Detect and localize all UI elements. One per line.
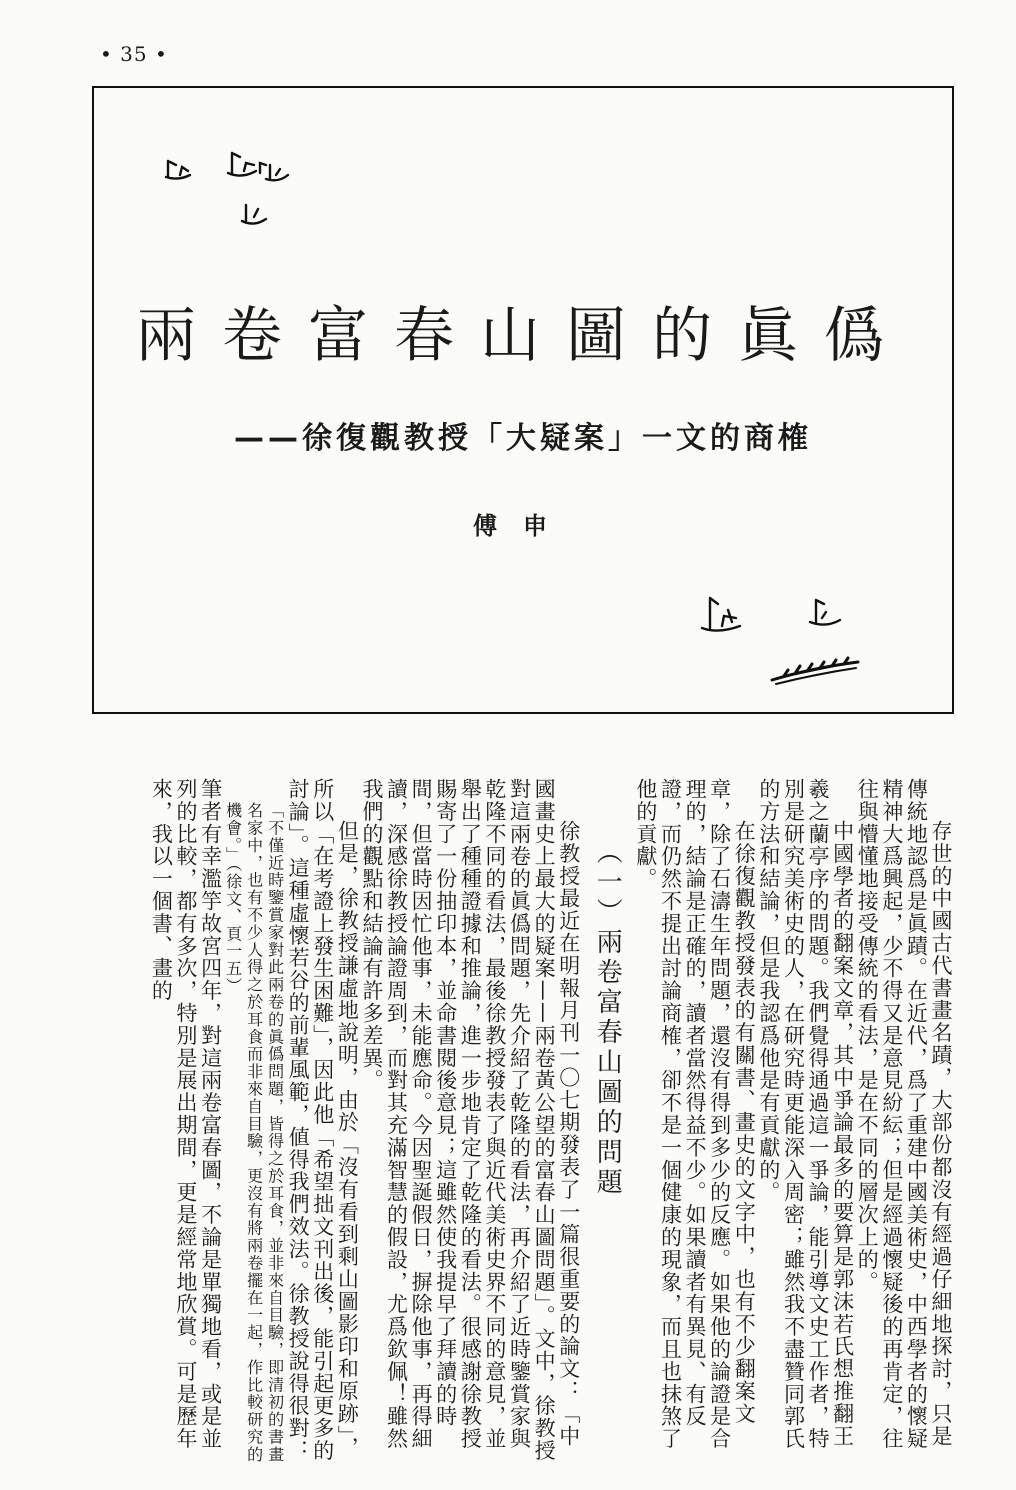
paragraph: 但是，徐教授謙虛地說明，由於「沒有看到剩山圖影印和原跡」，所以「在考證上發生困難」，因此他「希望拙文刊出後，能引起更多的討論」。這種虛懷若谷的前輩風範，値得我們效法。徐教授說得很對： — [286, 778, 360, 1462]
article-title: 兩卷富春山圖的眞僞 — [136, 301, 910, 371]
boats-illustration-top — [162, 143, 292, 233]
paragraph: 在徐復觀教授發表的有關書、畫史的文字中，也有不少翻案文章，除了石濤生年問題，還沒有得到多少的反應。如果他的論證是合理的，結論是正確的，讀者當然得益不少。如果讀者有異見、有反證，而仍然不提出討論商榷，卻不是一個健康的現象，而且也抹煞了他的貢獻。 — [633, 778, 757, 1450]
title-frame — [92, 86, 954, 714]
paragraph: 存世的中國古代書畫名蹟，大部份都沒有經過仔細地探討，只是傳統地認爲是眞蹟。在近代，爲了重建中國美術史，中西學者的懷疑精神大爲興起，少不得又是意見紛紜；但是經過懷疑後的再肯定，往往與懵懂地接受傳統的看法，是在不同的層次上的。 — [855, 778, 953, 1450]
section-heading: （一）兩卷富春山圖的問題 — [592, 838, 623, 1198]
page-number: • 35 • — [100, 42, 168, 66]
article-author: 傅申 — [473, 512, 573, 540]
block-quote: 「不僅近時鑒賞家對此兩卷的眞僞問題，皆得之於耳食，並非來自目驗，即清初的書畫名家中，也有不少人得之於耳食而非來自目驗，更沒有將兩卷擺在一起，作比較研究的機會。」（徐文、頁一五） — [223, 802, 285, 1464]
article-subtitle: ——徐復觀教授「大疑案」一文的商榷 — [234, 421, 812, 456]
paragraph: 中國學者的翻案文章，其中爭論最多的要算是郭沫若氏想推翻王羲之蘭亭序的問題。我們覺得通過這一爭論，能引導文史工作者，特別是研究美術史的人，在研究時更能深入周密；雖然我不盡贊同郭氏的方法和結論，但是我認爲他是有貢獻的。 — [756, 778, 855, 1450]
paragraph: 徐教授最近在明報月刊一〇七期發表了一篇很重要的論文：「中國畫史上最大的疑案——兩卷黃公望的富春山圖問題」。文中，徐教授對這兩卷的眞僞問題，先介紹了乾隆的看法，再介紹了近時鑒賞家與乾隆不同的看法，最後徐教授發表了與近代美術史界不同的意見，並舉出了種種證據和推論，進一步地肯定了乾隆的看法。很感謝徐教授賜寄了一份抽印本，並命書閱後意見；這雖然使我提早了拜讀的時間，但當時因忙他事，未能應命。今因聖誕假日，摒除他事，再得細讀，深感徐教授論證周到，而對其充滿智慧的假設，尤爲欽佩！雖然我們的觀點和結論有許多差異。 — [359, 778, 581, 1462]
article-body — [60, 778, 953, 1468]
boats-illustration-bottom — [692, 588, 862, 698]
paragraph: 筆者有幸濫竽故宮四年，對這兩卷富春圖，不論是單獨地看，或是並列的比較，都有多次，特別是展出期間，更是經常地欣賞。可是歷年來，我以一個書、畫的 — [149, 778, 223, 1450]
